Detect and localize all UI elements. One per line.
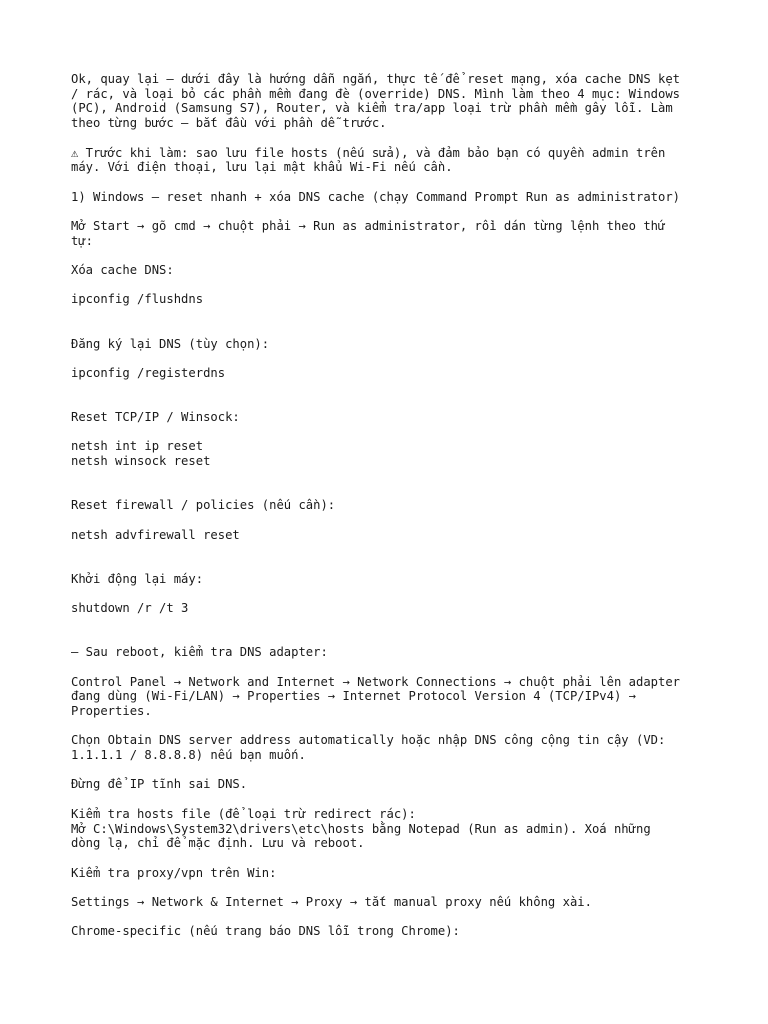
chrome-specific-heading: Chrome-specific (nếu trang báo DNS lỗi trong Chrome): <box>71 924 460 939</box>
command-flushdns: ipconfig /flushdns <box>71 292 204 307</box>
command-registerdns: ipconfig /registerdns <box>71 365 226 380</box>
step-label-flush-dns: Xóa cache DNS: <box>71 263 174 278</box>
command-netsh-reset: netsh int ip reset netsh winsock reset <box>71 439 211 469</box>
instruction-open-cmd: Mở Start → gõ cmd → chuột phải → Run as administrator, rồi dán từng lệnh theo thứ tự: <box>71 218 666 248</box>
step-label-reboot: Khởi động lại máy: <box>71 571 204 586</box>
step-label-reset-tcpip: Reset TCP/IP / Winsock: <box>71 410 240 425</box>
hosts-file-instruction: Kiểm tra hosts file (để loại trừ redirect rác): Mở C:\Windows\System32\drivers\etc\hosts bằng Notepad (Run as admin). Xoá những dòng lạ, chỉ để mặc định. Lưu và reboot. <box>71 806 651 851</box>
intro-paragraph: Ok, quay lại — dưới đây là hướng dẫn ngắn, thực tế để reset mạng, xóa cache DNS kẹt / rác, và loại bỏ các phần mềm đang đè (override) DNS. Mình làm theo 4 mục: Windows (PC), Android (Samsung S7), Router, và kiểm tra/app loại trừ phần mềm gây lỗi. Làm theo từng bước — bắt đầu với phần dễ trước. <box>71 72 681 131</box>
step-label-reset-firewall: Reset firewall / policies (nếu cần): <box>71 498 336 513</box>
command-shutdown: shutdown /r /t 3 <box>71 601 189 616</box>
section-heading-windows: 1) Windows — reset nhanh + xóa DNS cache (chạy Command Prompt Run as administrator) <box>71 189 681 204</box>
dns-choice-instruction: Chọn Obtain DNS server address automatically hoặc nhập DNS công cộng tin cậy (VD: 1.1.1.1 / 8.8.8.8) nếu bạn muốn. <box>71 733 666 763</box>
proxy-vpn-heading: Kiểm tra proxy/vpn trên Win: <box>71 865 277 880</box>
after-reboot-heading: — Sau reboot, kiểm tra DNS adapter: <box>71 645 328 660</box>
warning-paragraph: ⚠ Trước khi làm: sao lưu file hosts (nếu sửa), và đảm bảo bạn có quyền admin trên máy. Với điện thoại, lưu lại mật khẩu Wi-Fi nếu cần. <box>71 145 666 175</box>
proxy-settings-path: Settings → Network & Internet → Proxy → tắt manual proxy nếu không xài. <box>71 895 592 910</box>
document-body <box>71 72 711 939</box>
static-ip-warning: Đừng để IP tĩnh sai DNS. <box>71 777 248 792</box>
step-label-register-dns: Đăng ký lại DNS (tùy chọn): <box>71 336 270 351</box>
control-panel-path: Control Panel → Network and Internet → Network Connections → chuột phải lên adapter đang dùng (Wi-Fi/LAN) → Properties → Internet Protocol Version 4 (TCP/IPv4) → Properties. <box>71 674 681 718</box>
command-advfirewall-reset: netsh advfirewall reset <box>71 527 240 542</box>
